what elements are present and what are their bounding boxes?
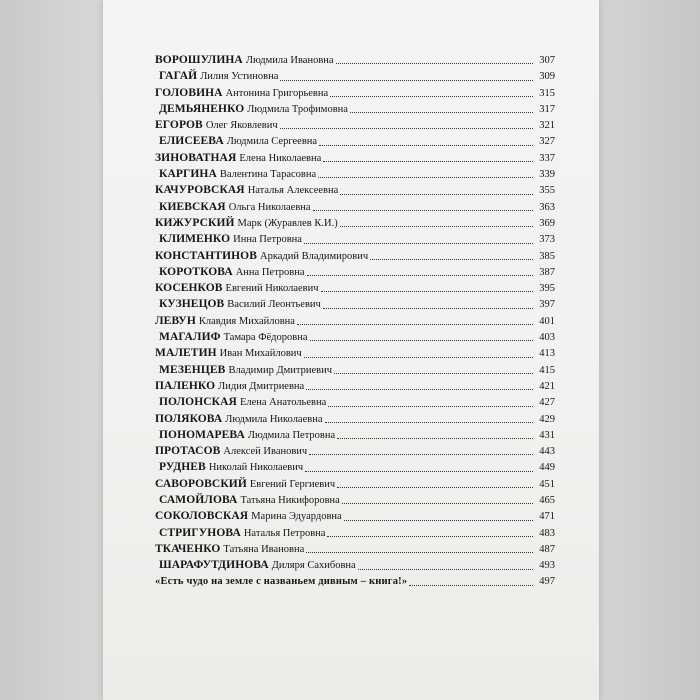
dot-leader — [304, 242, 533, 244]
toc-entry-given-name: Татьяна Ивановна — [223, 543, 305, 555]
toc-entry — [155, 182, 555, 198]
table-of-contents — [155, 52, 555, 590]
toc-entry — [155, 68, 555, 84]
toc-entry-surname: МАЛЕТИН — [155, 347, 217, 360]
toc-entry-page-number: 421 — [539, 380, 555, 392]
dot-leader — [340, 225, 533, 227]
dot-leader — [342, 502, 533, 504]
toc-entry — [155, 85, 555, 101]
toc-entry-surname: КУЗНЕЦОВ — [159, 298, 225, 311]
toc-entry-surname: ГОЛОВИНА — [155, 86, 223, 99]
toc-entry-surname: ПОЛОНСКАЯ — [159, 396, 237, 409]
toc-entry-given-name: Ольга Николаевна — [228, 201, 311, 213]
toc-entry-page-number: 355 — [539, 185, 555, 197]
toc-entry-page-number: 309 — [539, 71, 555, 83]
toc-entry-page-number: 487 — [539, 543, 555, 555]
toc-entry — [155, 345, 555, 361]
toc-entry-given-name: Диляря Сахибовна — [271, 560, 356, 572]
toc-entry — [155, 508, 555, 524]
toc-entry-surname: САВОРОВСКИЙ — [155, 477, 247, 490]
toc-entry-given-name: Марина Эдуардовна — [251, 511, 342, 523]
toc-entry-given-name: Инна Петровна — [233, 234, 302, 246]
toc-entry — [155, 264, 555, 280]
toc-entry-given-name: Василий Леонтьевич — [227, 299, 321, 311]
toc-entry — [155, 525, 555, 541]
toc-entry-surname: ПОЛЯКОВА — [155, 412, 223, 425]
toc-entry-given-name: Анна Петровна — [235, 266, 305, 278]
dot-leader — [305, 470, 533, 472]
toc-entry — [155, 574, 555, 590]
toc-entry-given-name: Лидия Дмитриевна — [218, 380, 305, 392]
toc-entry-page-number: 493 — [539, 560, 555, 572]
toc-entry-surname: КОСЕНКОВ — [155, 282, 223, 295]
toc-entry — [155, 394, 555, 410]
toc-entry — [155, 199, 555, 215]
toc-entry — [155, 296, 555, 312]
toc-entry-page-number: 315 — [539, 87, 555, 99]
dot-leader — [306, 551, 533, 553]
toc-entry-given-name: Алексей Иванович — [223, 446, 308, 458]
toc-entry-given-name: Марк (Журавлев К.И.) — [237, 217, 338, 229]
toc-entry-page-number: 337 — [539, 152, 555, 164]
toc-entry-given-name: Наталья Алексеевна — [247, 185, 339, 197]
toc-entry-given-name: Евгений Гергиевич — [249, 478, 336, 490]
toc-entry — [155, 166, 555, 182]
toc-entry-page-number: 465 — [539, 495, 555, 507]
dot-leader — [325, 421, 534, 423]
toc-entry — [155, 133, 555, 149]
dot-leader — [280, 127, 533, 129]
toc-entry-given-name: Иван Михайлович — [219, 348, 302, 360]
dot-leader — [310, 339, 534, 341]
dot-leader — [319, 144, 533, 146]
toc-entry — [155, 557, 555, 573]
toc-entry-surname: ЕГОРОВ — [155, 119, 203, 132]
toc-entry-page-number: 385 — [539, 250, 555, 262]
toc-entry-given-name: Наталья Петровна — [243, 527, 326, 539]
toc-entry-page-number: 431 — [539, 429, 555, 441]
toc-entry-surname: КЛИМЕНКО — [159, 233, 231, 246]
toc-entry-page-number: 369 — [539, 217, 555, 229]
toc-entry-surname: ПРОТАСОВ — [155, 445, 221, 458]
dot-leader — [344, 519, 533, 521]
toc-entry-page-number: 395 — [539, 283, 555, 295]
toc-entry-given-name: Людмила Сергеевна — [226, 136, 318, 148]
toc-entry-surname: ЛЕВУН — [155, 314, 196, 327]
book-page — [103, 0, 599, 700]
toc-entry-surname: САМОЙЛОВА — [159, 494, 238, 507]
toc-entry-surname: КОРОТКОВА — [159, 265, 233, 278]
toc-entry-given-name: Людмила Петровна — [247, 429, 336, 441]
dot-leader — [328, 405, 533, 407]
toc-entry-page-number: 373 — [539, 234, 555, 246]
toc-entry — [155, 476, 555, 492]
toc-entry — [155, 280, 555, 296]
toc-entry-page-number: 427 — [539, 397, 555, 409]
toc-entry-page-number: 387 — [539, 266, 555, 278]
toc-entry-surname: МАГАЛИФ — [159, 331, 221, 344]
toc-entry — [155, 443, 555, 459]
toc-entry-given-name: Антонина Григорьевна — [225, 87, 329, 99]
dot-leader — [306, 388, 533, 390]
toc-entry-surname: РУДНЕВ — [159, 461, 206, 474]
dot-leader — [327, 535, 533, 537]
toc-entry-page-number: 443 — [539, 446, 555, 458]
toc-entry-surname: ЗИНОВАТНАЯ — [155, 151, 237, 164]
toc-entry-given-name: Клавдия Михайловна — [198, 315, 295, 327]
toc-entry-page-number: 403 — [539, 332, 555, 344]
toc-entry-surname: ШАРАФУТДИНОВА — [159, 559, 269, 572]
toc-entry — [155, 411, 555, 427]
toc-entry-given-name: Аркадий Владимирович — [259, 250, 369, 262]
toc-entry-page-number: 363 — [539, 201, 555, 213]
toc-entry — [155, 117, 555, 133]
toc-entry-given-name: Татьяна Никифоровна — [240, 495, 340, 507]
toc-entry — [155, 231, 555, 247]
toc-entry-page-number: 397 — [539, 299, 555, 311]
toc-entry-given-name: Людмила Трофимовна — [247, 103, 348, 115]
toc-entry-page-number: 413 — [539, 348, 555, 360]
dot-leader — [323, 307, 533, 309]
toc-entry-given-name: Лилия Устиновна — [200, 71, 279, 83]
toc-entry — [155, 541, 555, 557]
toc-entry-surname: ЕЛИСЕЕВА — [159, 135, 224, 148]
dot-leader — [337, 486, 533, 488]
toc-entry-given-name: Валентина Тарасовна — [219, 169, 317, 181]
toc-entry-surname: ДЕМЬЯНЕНКО — [159, 102, 245, 115]
toc-entry-surname: ПОНОМАРЕВА — [159, 428, 245, 441]
toc-entry-given-name: Елена Николаевна — [239, 152, 322, 164]
toc-entry-surname: ПАЛЕНКО — [155, 379, 216, 392]
toc-entry — [155, 459, 555, 475]
toc-entry-surname: КИЕВСКАЯ — [159, 200, 226, 213]
toc-entry — [155, 101, 555, 117]
dot-leader — [304, 356, 533, 358]
dot-leader — [350, 111, 533, 113]
toc-entry — [155, 362, 555, 378]
toc-entry — [155, 329, 555, 345]
toc-entry-given-name: Николай Николаевич — [208, 462, 304, 474]
toc-entry-surname: КАРГИНА — [159, 168, 217, 181]
toc-entry-surname: ГАГАЙ — [159, 70, 198, 83]
toc-entry-page-number: 317 — [539, 103, 555, 115]
toc-entry-page-number: 483 — [539, 527, 555, 539]
toc-entry-surname: КИЖУРСКИЙ — [155, 216, 235, 229]
toc-entry-given-name: Владимир Дмитриевич — [228, 364, 332, 376]
dot-leader — [309, 453, 533, 455]
toc-entry — [155, 215, 555, 231]
toc-entry-page-number: 327 — [539, 136, 555, 148]
toc-entry-surname: СТРИГУНОВА — [159, 526, 241, 539]
toc-entry-page-number: 471 — [539, 511, 555, 523]
toc-entry-given-name: Олег Яковлевич — [205, 120, 278, 132]
toc-entry-page-number: 429 — [539, 413, 555, 425]
dot-leader — [321, 290, 533, 292]
toc-entry-surname: КАЧУРОВСКАЯ — [155, 184, 245, 197]
toc-entry — [155, 427, 555, 443]
dot-leader — [409, 584, 533, 586]
toc-entry — [155, 313, 555, 329]
toc-entry-page-number: 321 — [539, 120, 555, 132]
toc-entry-page-number: 497 — [539, 575, 555, 587]
toc-entry-surname: СОКОЛОВСКАЯ — [155, 510, 249, 523]
dot-leader — [318, 176, 533, 178]
toc-entry — [155, 150, 555, 166]
toc-entry-surname: ВОРОШУЛИНА — [155, 54, 243, 66]
toc-entry-surname: МЕЗЕНЦЕВ — [159, 363, 226, 376]
toc-entry-page-number: 451 — [539, 478, 555, 490]
toc-entry-surname: «Есть чудо на земле с названьем дивным – книга!» — [155, 575, 408, 587]
toc-entry — [155, 248, 555, 264]
toc-entry-page-number: 415 — [539, 364, 555, 376]
dot-leader — [297, 323, 533, 325]
dot-leader — [358, 568, 533, 570]
dot-leader — [334, 372, 533, 374]
toc-entry-given-name: Людмила Ивановна — [245, 55, 334, 66]
toc-entry-given-name: Евгений Николаевич — [225, 283, 319, 295]
toc-entry-page-number: 339 — [539, 169, 555, 181]
toc-entry-given-name: Елена Анатольевна — [239, 397, 327, 409]
dot-leader — [313, 209, 533, 211]
toc-entry-surname: КОНСТАНТИНОВ — [155, 249, 257, 262]
dot-leader — [340, 193, 533, 195]
toc-entry — [155, 52, 555, 68]
toc-entry — [155, 492, 555, 508]
dot-leader — [337, 437, 533, 439]
toc-entry-page-number: 401 — [539, 315, 555, 327]
toc-entry-given-name: Людмила Николаевна — [225, 413, 323, 425]
dot-leader — [307, 274, 533, 276]
dot-leader — [370, 258, 533, 260]
toc-entry-page-number: 449 — [539, 462, 555, 474]
dot-leader — [323, 160, 533, 162]
dot-leader — [330, 95, 533, 97]
toc-entry-surname: ТКАЧЕНКО — [155, 542, 221, 555]
dot-leader — [280, 79, 533, 81]
toc-entry — [155, 378, 555, 394]
dot-leader — [336, 62, 533, 64]
toc-entry-given-name: Тамара Фёдоровна — [223, 332, 308, 344]
toc-entry-page-number: 307 — [539, 55, 555, 66]
